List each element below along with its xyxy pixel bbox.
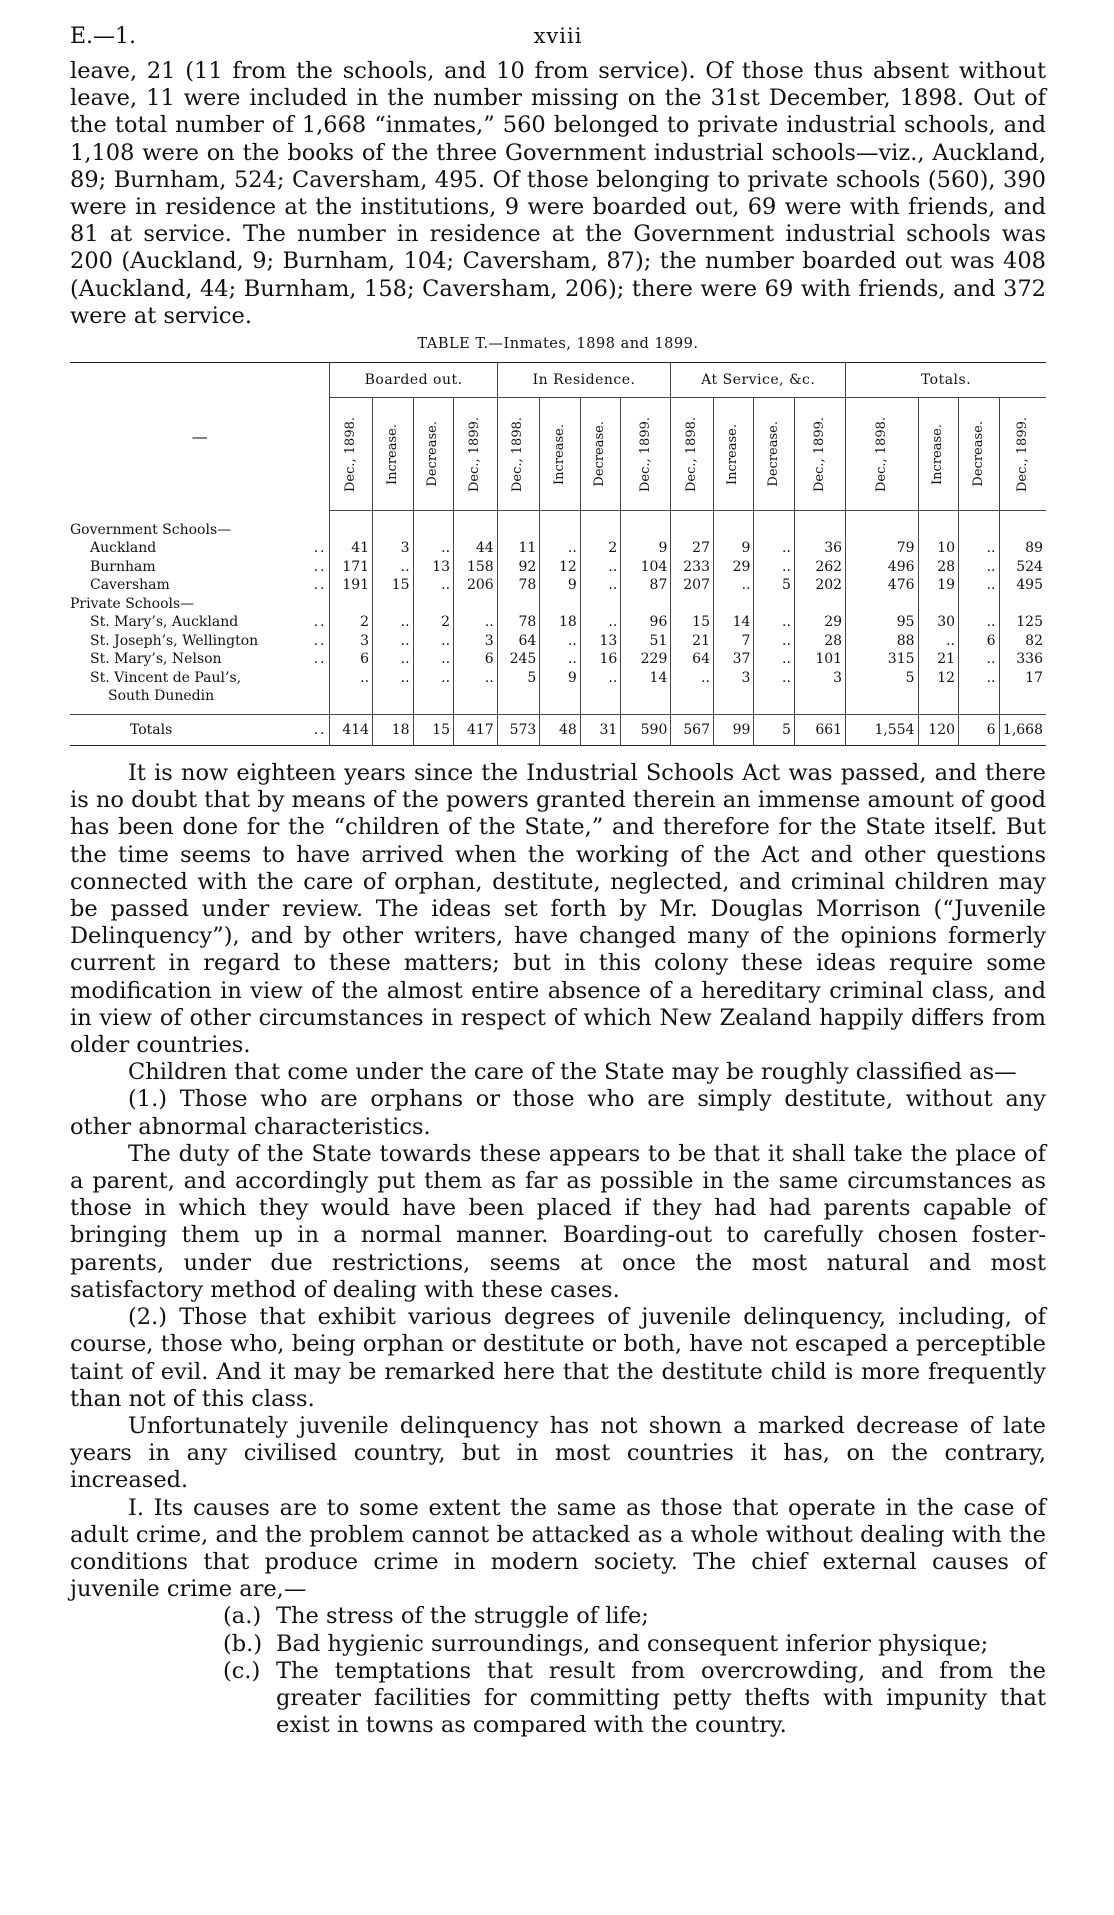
column-subheader [671, 398, 714, 511]
column-subheader-label: Dec., 1899. [811, 416, 827, 492]
empty-cell [846, 511, 918, 540]
empty-cell [497, 595, 540, 614]
column-subheader-label: Dec., 1899. [637, 416, 653, 492]
empty-cell [846, 706, 918, 715]
leader-dots: .. [313, 558, 327, 575]
empty-cell [540, 595, 580, 614]
column-subheader [918, 398, 958, 511]
table-cell: 92 [497, 558, 540, 577]
empty-cell [454, 706, 498, 715]
table-cell: 191 [330, 576, 373, 595]
totals-cell: 18 [373, 714, 413, 746]
table-cell: 15 [373, 576, 413, 595]
empty-cell [713, 511, 753, 540]
empty-cell [999, 511, 1046, 540]
table-cell: 12 [918, 669, 958, 706]
column-subheader [413, 398, 453, 511]
table-cell: 229 [621, 650, 671, 669]
column-subheader [999, 398, 1046, 511]
column-subheader-label: Dec., 1898. [873, 416, 889, 492]
totals-cell: 5 [754, 714, 794, 746]
empty-cell [621, 511, 671, 540]
table-row [70, 650, 1046, 669]
empty-cell [959, 595, 999, 614]
row-label-cell [70, 576, 330, 595]
table-cell: 315 [846, 650, 918, 669]
group-header: At Service, &c. [671, 363, 846, 398]
table-cell: 87 [621, 576, 671, 595]
table-cell: 6 [959, 632, 999, 651]
table-cell: 3 [454, 632, 498, 651]
table-cell: .. [754, 650, 794, 669]
empty-cell [373, 706, 413, 715]
column-subheader [580, 398, 620, 511]
column-subheader-label: Increase. [930, 423, 946, 485]
list-item [70, 1631, 1046, 1658]
row-label: Burnham [90, 558, 156, 575]
empty-cell [580, 706, 620, 715]
table-cell: .. [959, 613, 999, 632]
table-cell: 28 [918, 558, 958, 577]
column-subheader [754, 398, 794, 511]
totals-cell: 120 [918, 714, 958, 746]
empty-cell [794, 595, 845, 614]
table-cell: .. [959, 669, 999, 706]
table-cell: 37 [713, 650, 753, 669]
column-subheader-label: Dec., 1898. [683, 416, 699, 492]
column-subheader [846, 398, 918, 511]
table-cell: .. [330, 669, 373, 706]
table-row [70, 558, 1046, 577]
table-cell: 336 [999, 650, 1046, 669]
inmates-table [70, 362, 1046, 746]
leader-dots: .. [313, 632, 327, 649]
table-cell: .. [373, 632, 413, 651]
empty-cell [373, 595, 413, 614]
table-cell: 13 [413, 558, 453, 577]
page-number: xviii [533, 24, 583, 48]
table-cell: 10 [918, 539, 958, 558]
column-subheader-label: Dec., 1899. [467, 416, 483, 492]
table-cell: 51 [621, 632, 671, 651]
group-header: Boarded out. [330, 363, 497, 398]
table-row [70, 576, 1046, 595]
table-row [70, 613, 1046, 632]
table-cell: 3 [373, 539, 413, 558]
empty-cell [959, 706, 999, 715]
table-cell: 496 [846, 558, 918, 577]
table-cell: .. [540, 650, 580, 669]
row-label-continued: South Dunedin [108, 688, 215, 705]
totals-cell: 15 [413, 714, 453, 746]
column-subheader-label: Increase. [551, 423, 567, 485]
table-cell: .. [540, 539, 580, 558]
empty-cell [413, 595, 453, 614]
row-label: Auckland [90, 540, 157, 557]
totals-cell: 590 [621, 714, 671, 746]
column-subheader-label: Decrease. [425, 421, 441, 487]
column-subheader-label: Dec., 1899. [1014, 416, 1030, 492]
row-label-cell [70, 613, 330, 632]
table-cell: 28 [794, 632, 845, 651]
table-cell: .. [413, 669, 453, 706]
table-cell: 78 [497, 613, 540, 632]
row-label: St. Vincent de Paul’s, [90, 669, 242, 686]
paragraph-causes: I. Its causes are to some extent the same as those that operate in the case of adult crime, and the problem cannot be attacked as a whole without dealing with the conditions that produce crime in modern society. The chief external causes of juvenile crime are,— [70, 1494, 1046, 1603]
list-text: The temptations that result from overcrowding, and from the greater facilities for committing petty thefts with impunity that exist in towns as compared with the country. [276, 1657, 1046, 1739]
table-cell: .. [413, 539, 453, 558]
table-cell: .. [918, 632, 958, 651]
totals-cell: 99 [713, 714, 753, 746]
totals-cell: 1,668 [999, 714, 1046, 746]
list-text: Bad hygienic surroundings, and consequent inferior physique; [276, 1630, 989, 1657]
row-label-cell [70, 539, 330, 558]
table-cell: .. [754, 558, 794, 577]
table-cell: 245 [497, 650, 540, 669]
table-cell: 206 [454, 576, 498, 595]
table-cell: .. [373, 650, 413, 669]
table-cell: 158 [454, 558, 498, 577]
table-cell: 89 [999, 539, 1046, 558]
table-cell: 18 [540, 613, 580, 632]
table-cell: .. [413, 650, 453, 669]
table-cell: 9 [621, 539, 671, 558]
table-cell: 21 [671, 632, 714, 651]
table-cell: 11 [497, 539, 540, 558]
table-cell: 19 [918, 576, 958, 595]
table-cell: 82 [999, 632, 1046, 651]
table-cell: 44 [454, 539, 498, 558]
table-cell: .. [754, 669, 794, 706]
paragraph-duty-of-state: The duty of the State towards these appears to be that it shall take the place of a parent, and accordingly put them as far as possible in the same circumstances as those in which they would have been placed if they had had parents capable of bringing them up in a normal manner. Boarding-out to carefully chosen foster-parents, under due restrictions, seems at once the most natural and most satisfactory method of dealing with these cases. [70, 1140, 1046, 1303]
leader-dots: .. [313, 540, 327, 557]
table-cell: 29 [794, 613, 845, 632]
totals-cell: 48 [540, 714, 580, 746]
leader-dots: .. [313, 577, 327, 594]
table-cell: 12 [540, 558, 580, 577]
empty-cell [540, 511, 580, 540]
group-header: In Residence. [497, 363, 671, 398]
column-subheader-label: Decrease. [592, 421, 608, 487]
table-cell: .. [959, 539, 999, 558]
empty-cell [454, 511, 498, 540]
leader-dots: .. [313, 651, 327, 668]
column-subheader-label: Increase. [384, 423, 400, 485]
table-cell: 171 [330, 558, 373, 577]
table-cell: 14 [621, 669, 671, 706]
column-subheader [454, 398, 498, 511]
empty-cell [671, 706, 714, 715]
empty-cell [413, 706, 453, 715]
table-cell: 9 [540, 669, 580, 706]
table-cell: 16 [580, 650, 620, 669]
table-cell: 524 [999, 558, 1046, 577]
table-cell: .. [580, 558, 620, 577]
table-cell: .. [373, 669, 413, 706]
table-cell: .. [373, 613, 413, 632]
report-reference: E.—1. [70, 24, 137, 49]
empty-cell [671, 511, 714, 540]
row-label: Caversham [90, 577, 170, 594]
empty-cell [454, 595, 498, 614]
table-cell: 202 [794, 576, 845, 595]
list-item [70, 1603, 1046, 1630]
list-item [70, 1658, 1046, 1740]
empty-cell [918, 511, 958, 540]
empty-cell [580, 511, 620, 540]
table-cell: .. [580, 613, 620, 632]
empty-cell [330, 511, 373, 540]
table-cell: 41 [330, 539, 373, 558]
table-cell: 495 [999, 576, 1046, 595]
totals-cell: 573 [497, 714, 540, 746]
empty-cell [621, 595, 671, 614]
column-subheader-label: Increase. [725, 423, 741, 485]
empty-cell [918, 706, 958, 715]
empty-cell [846, 595, 918, 614]
table-corner: — [191, 426, 208, 446]
document-page [70, 18, 1046, 1739]
leader-dots: .. [313, 721, 327, 738]
table-cell: 7 [713, 632, 753, 651]
empty-cell [70, 706, 330, 715]
table-cell: 36 [794, 539, 845, 558]
totals-cell: 1,554 [846, 714, 918, 746]
table-cell: 2 [580, 539, 620, 558]
table-cell: .. [959, 576, 999, 595]
list-marker: (b.) [223, 1630, 263, 1657]
totals-cell: 417 [454, 714, 498, 746]
empty-cell [413, 511, 453, 540]
spacer-row [70, 706, 1046, 715]
table-cell: 64 [671, 650, 714, 669]
table-cell: .. [454, 669, 498, 706]
table-cell: 15 [671, 613, 714, 632]
table-cell: 233 [671, 558, 714, 577]
column-subheader [713, 398, 753, 511]
empty-cell [330, 595, 373, 614]
table-cell: 21 [918, 650, 958, 669]
table-cell: 14 [713, 613, 753, 632]
table-cell: 5 [754, 576, 794, 595]
empty-cell [713, 706, 753, 715]
empty-cell [621, 706, 671, 715]
table-cell: 2 [413, 613, 453, 632]
table-cell: 78 [497, 576, 540, 595]
table-cell: .. [413, 576, 453, 595]
table-cell: .. [754, 632, 794, 651]
row-label-cell [70, 669, 330, 706]
empty-cell [713, 595, 753, 614]
table-cell: 262 [794, 558, 845, 577]
table-cell: 2 [330, 613, 373, 632]
table-cell: 9 [540, 576, 580, 595]
table-cell: .. [580, 669, 620, 706]
table-cell: .. [713, 576, 753, 595]
table-cell: 64 [497, 632, 540, 651]
table-cell: .. [754, 613, 794, 632]
table-row [70, 669, 1046, 706]
table-cell: 27 [671, 539, 714, 558]
table-cell: 5 [846, 669, 918, 706]
table-cell: 79 [846, 539, 918, 558]
row-label: St. Mary’s, Auckland [90, 614, 239, 631]
empty-cell [959, 511, 999, 540]
totals-label: Totals [130, 721, 173, 738]
row-label-cell [70, 558, 330, 577]
row-label: St. Mary’s, Nelson [90, 651, 222, 668]
totals-row [70, 714, 1046, 746]
empty-cell [330, 706, 373, 715]
empty-cell [999, 706, 1046, 715]
table-cell: 6 [454, 650, 498, 669]
totals-cell: 414 [330, 714, 373, 746]
table-cell: 96 [621, 613, 671, 632]
column-subheader [330, 398, 373, 511]
empty-cell [497, 706, 540, 715]
table-cell: 207 [671, 576, 714, 595]
table-cell: .. [373, 558, 413, 577]
table-cell: 88 [846, 632, 918, 651]
intro-paragraph: leave, 21 (11 from the schools, and 10 from service). Of those thus absent without leave, 11 were included in the number missing on the 31st December, 1898. Out of the total number of 1,668 “inmates,” 560 belonged to private industrial schools, and 1,108 were on the books of the three Government industrial schools—viz., Auckland, 89; Burnham, 524; Caversham, 495. Of those belonging to private schools (560), 390 were in residence at the institutions, 9 were boarded out, 69 were with friends, and 81 at service. The number in residence at the Government industrial schools was 200 (Auckland, 9; Burnham, 104; Caversham, 87); the number boarded out was 408 (Auckland, 44; Burnham, 158; Caversham, 206); there were 69 with friends, and 372 were at service. [70, 58, 1046, 329]
table-cell: 125 [999, 613, 1046, 632]
paragraph-class-one: (1.) Those who are orphans or those who are simply destitute, without any other abnormal characteristics. [70, 1086, 1046, 1140]
row-label: St. Joseph’s, Wellington [90, 632, 259, 649]
table-cell: 30 [918, 613, 958, 632]
column-subheader-label: Decrease. [765, 421, 781, 487]
totals-cell: 661 [794, 714, 845, 746]
totals-cell: 6 [959, 714, 999, 746]
table-cell: 3 [794, 669, 845, 706]
totals-cell: 31 [580, 714, 620, 746]
column-subheader [497, 398, 540, 511]
empty-cell [918, 595, 958, 614]
empty-cell [794, 706, 845, 715]
empty-cell [999, 595, 1046, 614]
table-cell: .. [540, 632, 580, 651]
table-cell: .. [754, 539, 794, 558]
section-row [70, 595, 1046, 614]
empty-cell [373, 511, 413, 540]
section-label: Government Schools— [70, 521, 232, 538]
table-cell: .. [580, 576, 620, 595]
table-row [70, 539, 1046, 558]
group-header: Totals. [846, 363, 1046, 398]
paragraph-class-two: (2.) Those that exhibit various degrees of juvenile delinquency, including, of course, those who, being orphan or destitute or both, have not escaped a perceptible taint of evil. And it may be remarked here that the destitute child is more frequently than not of this class. [70, 1304, 1046, 1412]
table-cell: .. [413, 632, 453, 651]
table-cell: .. [959, 558, 999, 577]
empty-cell [580, 595, 620, 614]
list-marker: (a.) [223, 1603, 262, 1630]
paragraph-act-review: It is now eighteen years since the Industrial Schools Act was passed, and there is no doubt that by means of the powers granted therein an immense amount of good has been done for the “children of the State,” and therefore for the State itself. But the time seems to have arrived when the working of the Act and other questions connected with the care of orphan, destitute, neglected, and criminal children may be passed under review. The ideas set forth by Mr. Douglas Morrison (“Juvenile Delinquency”), and by other writers, have changed many of the opinions formerly current in regard to these matters; but in this colony these ideas require some modification in view of the almost entire absence of a hereditary criminal class, and in view of other circumstances in respect of which New Zealand happily differs from older countries. [70, 760, 1046, 1059]
table-cell: 17 [999, 669, 1046, 706]
causes-list [70, 1603, 1046, 1739]
table-cell: 3 [713, 669, 753, 706]
column-subheader [540, 398, 580, 511]
paragraph-classification: Children that come under the care of the State may be roughly classified as— [128, 1059, 1017, 1086]
empty-cell [540, 706, 580, 715]
table-cell: 104 [621, 558, 671, 577]
empty-cell [497, 511, 540, 540]
empty-cell [754, 511, 794, 540]
table-cell: 95 [846, 613, 918, 632]
row-label-cell [70, 650, 330, 669]
column-subheader [959, 398, 999, 511]
table-row [70, 632, 1046, 651]
empty-cell [754, 706, 794, 715]
column-subheader-label: Dec., 1898. [510, 416, 526, 492]
empty-cell [671, 595, 714, 614]
column-subheader [621, 398, 671, 511]
column-subheader [794, 398, 845, 511]
table-cell: 6 [330, 650, 373, 669]
table-title: TABLE T.—Inmates, 1898 and 1899. [417, 336, 699, 353]
table-cell: 29 [713, 558, 753, 577]
table-cell: 9 [713, 539, 753, 558]
page-header [70, 18, 1046, 58]
totals-cell: 567 [671, 714, 714, 746]
row-label-cell [70, 632, 330, 651]
table-cell: 3 [330, 632, 373, 651]
paragraph-delinquency-trend: Unfortunately juvenile delinquency has not shown a marked decrease of late years in any civilised country, but in most countries it has, on the contrary, increased. [70, 1412, 1046, 1494]
column-subheader-label: Decrease. [970, 421, 986, 487]
list-marker: (c.) [223, 1657, 261, 1684]
list-text: The stress of the struggle of life; [276, 1603, 649, 1630]
table-cell: 476 [846, 576, 918, 595]
table-cell: 101 [794, 650, 845, 669]
empty-cell [794, 511, 845, 540]
column-subheader-label: Dec., 1898. [343, 416, 359, 492]
column-subheader [373, 398, 413, 511]
totals-label-cell [70, 714, 330, 746]
section-label: Private Schools— [70, 595, 195, 612]
table-cell: .. [454, 613, 498, 632]
leader-dots: .. [313, 614, 327, 631]
table-cell: 5 [497, 669, 540, 706]
table-cell: .. [671, 669, 714, 706]
table-cell: .. [959, 650, 999, 669]
table-cell: 13 [580, 632, 620, 651]
empty-cell [754, 595, 794, 614]
section-row [70, 511, 1046, 540]
